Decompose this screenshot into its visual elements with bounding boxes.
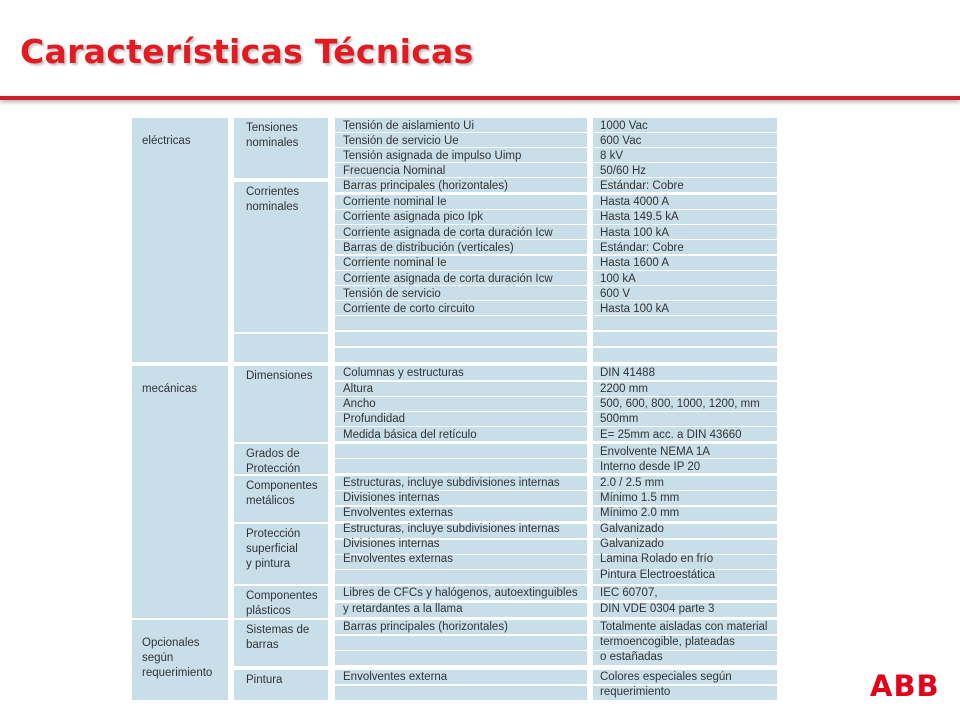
value-label: o estañadas [600, 651, 663, 663]
value-label: Colores especiales según [600, 671, 732, 683]
group-grados: Grados de Protección [234, 444, 328, 474]
value-label: Galvanizado [600, 523, 664, 535]
value-label: 500mm [600, 413, 639, 425]
specifications-table [132, 118, 777, 700]
group-dimensiones: Dimensiones [234, 366, 328, 442]
parameter-label: Estructuras, incluye subdivisiones internas [343, 477, 560, 489]
value-label: Hasta 149.5 kA [600, 211, 679, 223]
parameter-label: Tensión de servicio [343, 288, 441, 300]
parameter-label: Tensión de servicio Ue [343, 135, 459, 147]
group-componentes-metalicos: Componentes metálicos [234, 476, 328, 522]
parameter-label: Corriente asignada de corta duración Icw [343, 227, 553, 239]
parameter-label: Frecuencia Nominal [343, 165, 446, 177]
parameter-label: Libres de CFCs y halógenos, autoextinguibles [343, 587, 578, 599]
parameter-label: Divisiones internas [343, 538, 440, 550]
parameter-label: Tensión asignada de impulso Uimp [343, 150, 522, 162]
value-label: Envolvente NEMA 1A [600, 446, 710, 458]
table-band [593, 348, 777, 362]
value-label: 2.0 / 2.5 mm [600, 477, 664, 489]
group-pintura: Pintura [234, 670, 328, 700]
value-label: Hasta 100 kA [600, 303, 670, 315]
table-band [335, 686, 587, 700]
table-band [335, 348, 587, 362]
table-band [593, 332, 777, 346]
parameter-label: Medida básica del retículo [343, 429, 477, 441]
title-divider [0, 96, 960, 100]
table-band [335, 316, 587, 330]
value-label: Estándar: Cobre [600, 180, 684, 192]
parameter-label: Profundidad [343, 413, 406, 425]
value-label: Hasta 1600 A [600, 257, 670, 269]
value-label: 2200 mm [600, 383, 648, 395]
table-band [335, 332, 587, 346]
value-label: DIN 41488 [600, 367, 655, 379]
parameter-label: Ancho [343, 398, 376, 410]
table-band [335, 459, 587, 473]
value-label: 600 Vac [600, 135, 642, 147]
value-label: Pintura Electroestática [600, 569, 716, 581]
value-label: Mínimo 1.5 mm [600, 492, 680, 504]
table-band [593, 316, 777, 330]
table-band [335, 570, 587, 584]
slide-title: Características Técnicas [20, 32, 474, 71]
parameter-label: Corriente asignada pico Ipk [343, 211, 483, 223]
group-corrientes: Corrientes nominales [234, 182, 328, 332]
category-opcionales: Opcionales según requerimiento [132, 620, 228, 700]
parameter-label: Altura [343, 383, 374, 395]
parameter-label: Corriente nominal Ie [343, 196, 447, 208]
parameter-label: Envolventes externa [343, 671, 448, 683]
parameter-label: Corriente asignada de corta duración Icw [343, 273, 553, 285]
parameter-label: Divisiones internas [343, 492, 440, 504]
group-componentes-plasticos: Componentes plásticos [234, 586, 328, 618]
value-label: Interno desde IP 20 [600, 461, 701, 473]
table-band [335, 636, 587, 650]
parameter-label: Columnas y estructuras [343, 367, 464, 379]
value-label: requerimiento [600, 686, 671, 698]
group-tensiones: Tensiones nominales [234, 118, 328, 178]
value-label: Hasta 4000 A [600, 196, 670, 208]
value-label: Galvanizado [600, 538, 664, 550]
parameter-label: Envolventes externas [343, 507, 453, 519]
value-label: Estándar: Cobre [600, 242, 684, 254]
parameter-label: Corriente nominal Ie [343, 257, 447, 269]
value-label: IEC 60707, [600, 587, 658, 599]
parameter-label: Barras de distribución (verticales) [343, 242, 514, 254]
value-label: Hasta 100 kA [600, 227, 670, 239]
value-label: termoencogible, plateadas [600, 636, 735, 648]
parameter-label: Corriente de corto circuito [343, 303, 475, 315]
parameter-label: Tensión de aislamiento Ui [343, 120, 475, 132]
table-band [335, 651, 587, 665]
parameter-label: y retardantes a la llama [343, 603, 463, 615]
value-label: E= 25mm acc. a DIN 43660 [600, 429, 742, 441]
parameter-label: Envolventes externas [343, 553, 453, 565]
value-label: 1000 Vac [600, 120, 648, 132]
value-label: Mínimo 2.0 mm [600, 507, 680, 519]
value-label: DIN VDE 0304 parte 3 [600, 603, 715, 615]
category-mecanicas: mecánicas [132, 366, 228, 618]
value-label: 100 kA [600, 273, 636, 285]
group-sistemas-barras: Sistemas de barras [234, 620, 328, 666]
value-label: 50/60 Hz [600, 165, 647, 177]
value-label: Lamina Rolado en frío [600, 553, 714, 565]
parameter-label: Barras principales (horizontales) [343, 180, 508, 192]
value-label: Totalmente aisladas con material [600, 621, 768, 633]
group-empty [234, 334, 328, 362]
category-electricas: eléctricas [132, 118, 228, 362]
parameter-label: Estructuras, incluye subdivisiones internas [343, 523, 560, 535]
value-label: 600 V [600, 288, 631, 300]
group-proteccion: Protección superficial y pintura [234, 524, 328, 584]
value-label: 8 kV [600, 150, 624, 162]
abb-logo: ABB [870, 669, 940, 703]
table-band [335, 444, 587, 458]
value-label: 500, 600, 800, 1000, 1200, mm [600, 398, 760, 410]
parameter-label: Barras principales (horizontales) [343, 621, 508, 633]
